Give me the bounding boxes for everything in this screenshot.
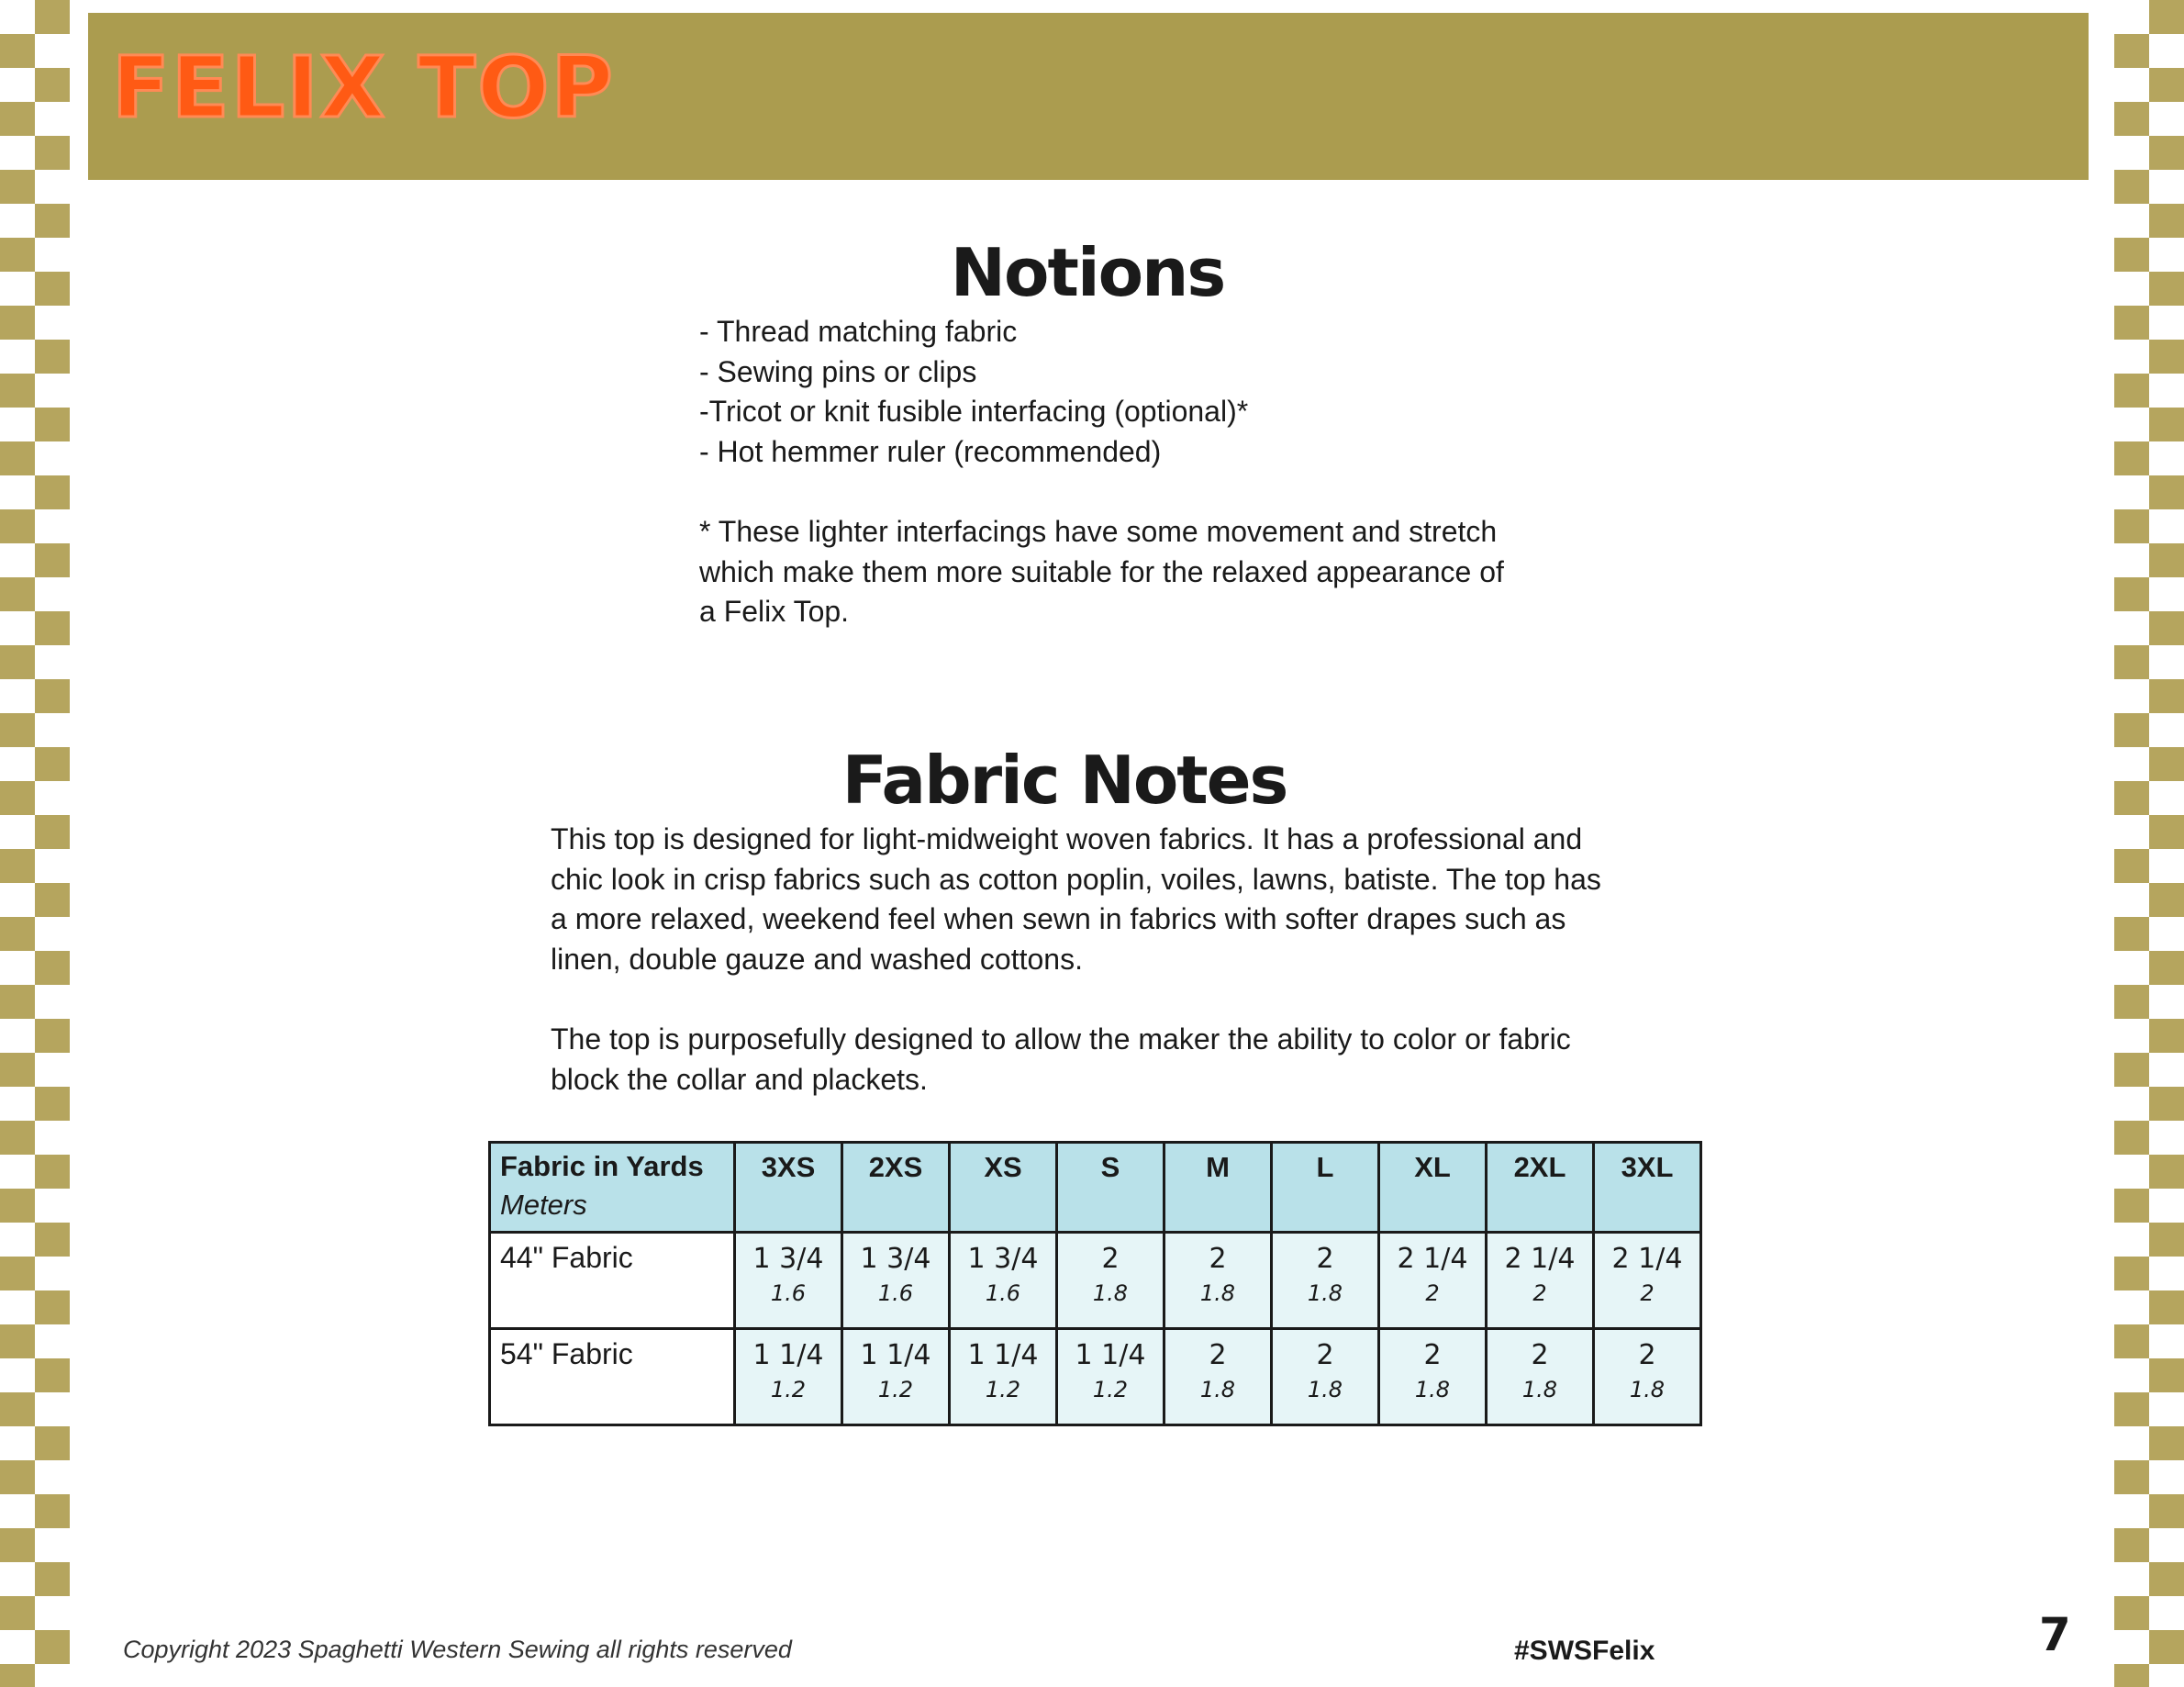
fabric-notes-paragraph-1: This top is designed for light-midweight woven fabrics. It has a professional and chic look in crisp fabrics such as cotton poplin, voiles, lawns, batiste. The top has a more relaxed, weekend feel when sewn in fabrics with softer drapes such as linen, double gauze and washed cottons.: [551, 822, 1601, 976]
meters-value: 1.2: [985, 1377, 1021, 1402]
notion-item: - Hot hemmer ruler (recommended): [699, 434, 1162, 468]
fabric-notes-paragraph-2: The top is purposefully designed to allow the maker the ability to color or fabric block the collar and plackets.: [551, 1022, 1571, 1096]
header-label-cell: [490, 1143, 735, 1233]
yardage-cell: [842, 1329, 950, 1425]
yardage-cell: [950, 1329, 1057, 1425]
row-label: 44" Fabric: [490, 1233, 735, 1329]
yardage-cell: [1379, 1233, 1487, 1329]
hashtag: #SWSFelix: [1514, 1636, 1655, 1666]
notions-list: [699, 312, 1248, 472]
meters-value: 1.6: [770, 1280, 807, 1306]
notion-item: - Sewing pins or clips: [699, 354, 977, 388]
meters-value: 1.8: [1307, 1377, 1343, 1402]
yards-value: 2: [1531, 1339, 1549, 1371]
fabric-notes-title: Fabric Notes: [841, 742, 1287, 819]
meters-value: 1.8: [1307, 1280, 1343, 1306]
copyright-notice: Copyright 2023 Spaghetti Western Sewing all rights reserved: [123, 1636, 792, 1663]
size-header: XL: [1379, 1143, 1487, 1233]
right-checker-border: [2114, 0, 2184, 1687]
yardage-cell: [735, 1233, 842, 1329]
yards-value: 2 1/4: [1397, 1243, 1468, 1275]
interfacing-footnote: * These lighter interfacings have some movement and stretch which make them more suitable for the relaxed appearance of a Felix Top.: [699, 515, 1504, 628]
yards-value: 1 3/4: [860, 1243, 931, 1275]
yardage-cell: [1487, 1233, 1594, 1329]
yardage-cell: [842, 1233, 950, 1329]
meters-value: 2: [1532, 1280, 1547, 1306]
meters-value: 1.2: [877, 1377, 914, 1402]
size-header: 3XS: [735, 1143, 842, 1233]
yardage-cell: [1057, 1329, 1164, 1425]
meters-value: 1.8: [1414, 1377, 1451, 1402]
felix-top-logo: FELIX TOP: [112, 39, 615, 137]
notion-item: - Thread matching fabric: [699, 315, 1018, 348]
left-checker-border: [0, 0, 70, 1687]
yards-value: 1 1/4: [860, 1339, 931, 1371]
yardage-cell: [1164, 1329, 1272, 1425]
meters-value: 1.6: [877, 1280, 914, 1306]
yards-value: 2: [1209, 1339, 1227, 1371]
yards-value: 2: [1638, 1339, 1656, 1371]
meters-value: 1.2: [770, 1377, 807, 1402]
yardage-cell: [1379, 1329, 1487, 1425]
yards-value: 2: [1423, 1339, 1442, 1371]
fabric-yardage-table: [488, 1141, 1702, 1426]
table-header-row: [490, 1143, 1701, 1233]
yards-value: 1 3/4: [967, 1243, 1039, 1275]
size-header: 2XS: [842, 1143, 950, 1233]
size-header: S: [1057, 1143, 1164, 1233]
header-banner: [88, 13, 2089, 180]
yards-value: 2: [1316, 1243, 1334, 1275]
meters-value: 1.8: [1199, 1280, 1236, 1306]
size-header: XS: [950, 1143, 1057, 1233]
size-header: 2XL: [1487, 1143, 1594, 1233]
yardage-cell: [1487, 1329, 1594, 1425]
yards-value: 2: [1101, 1243, 1120, 1275]
size-header: 3XL: [1594, 1143, 1701, 1233]
yards-value: 1 3/4: [752, 1243, 824, 1275]
yardage-cell: [1057, 1233, 1164, 1329]
yards-value: 2: [1316, 1339, 1334, 1371]
yardage-cell: [1164, 1233, 1272, 1329]
table-row: [490, 1233, 1701, 1329]
meters-value: 1.8: [1629, 1377, 1666, 1402]
notions-title: Notions: [950, 234, 1225, 311]
yards-value: 2 1/4: [1504, 1243, 1576, 1275]
meters-label: Meters: [500, 1189, 587, 1221]
yards-value: 1 1/4: [752, 1339, 824, 1371]
meters-value: 1.8: [1092, 1280, 1129, 1306]
yards-value: 1 1/4: [1075, 1339, 1146, 1371]
meters-value: 1.8: [1199, 1377, 1236, 1402]
meters-value: 1.8: [1521, 1377, 1558, 1402]
yards-value: 2: [1209, 1243, 1227, 1275]
meters-value: 1.2: [1092, 1377, 1129, 1402]
yardage-cell: [1594, 1233, 1701, 1329]
yardage-cell: [735, 1329, 842, 1425]
row-label: 54" Fabric: [490, 1329, 735, 1425]
yardage-cell: [1594, 1329, 1701, 1425]
table-row: [490, 1329, 1701, 1425]
meters-value: 1.6: [985, 1280, 1021, 1306]
size-header: L: [1272, 1143, 1379, 1233]
yardage-cell: [1272, 1233, 1379, 1329]
meters-value: 2: [1640, 1280, 1655, 1306]
fabric-in-yards-label: Fabric in Yards: [500, 1150, 704, 1182]
notion-item: -Tricot or knit fusible interfacing (optional)*: [699, 395, 1249, 428]
page-number: 7: [2039, 1608, 2071, 1661]
yards-value: 1 1/4: [967, 1339, 1039, 1371]
meters-value: 2: [1425, 1280, 1440, 1306]
yardage-cell: [1272, 1329, 1379, 1425]
size-header: M: [1164, 1143, 1272, 1233]
yardage-cell: [950, 1233, 1057, 1329]
yards-value: 2 1/4: [1611, 1243, 1683, 1275]
